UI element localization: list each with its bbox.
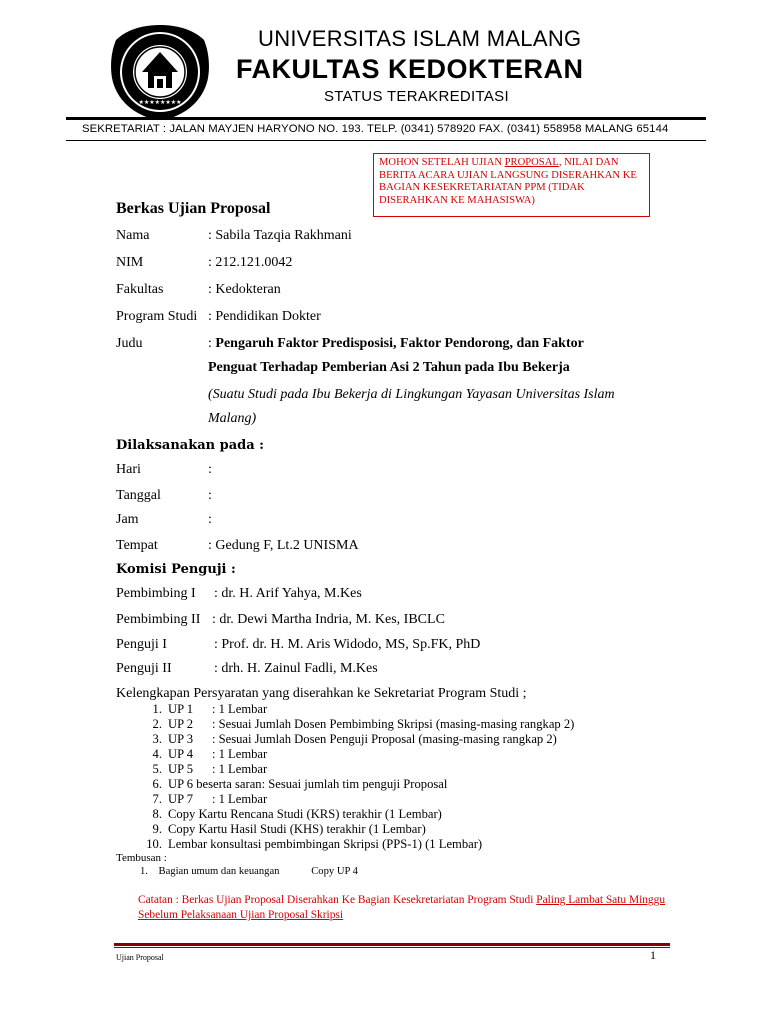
judul-label: Judu [116,336,143,351]
penguji-2-label: Penguji II [116,661,172,676]
notice-text-proposal: PROPOSAL [504,157,559,168]
tembusan-label: Tembusan : [116,852,167,864]
subtitle-line-2: Malang) [208,411,257,426]
catatan-note [138,893,678,923]
list-item: 7. UP 7 : 1 Lembar [152,792,268,806]
secretariat-address: SEKRETARIAT : JALAN MAYJEN HARYONO NO. 193. TELP. (0341) 578920 FAX. (0341) 558958 MALANG 65144 [82,123,669,135]
subtitle-line-1: (Suatu Studi pada Ibu Bekerja di Lingkungan Yayasan Universitas Islam [208,387,615,402]
notice-text-2: , NILAI DAN BERITA ACARA UJIAN LANGSUNG DISERAHKAN KE BAGIAN KESEKRETARIATAN PPM (TIDAK DISERAHKAN KE MAHASISWA) [379,157,637,206]
tanggal-value: : [208,488,212,503]
header-rule-thin [66,140,706,141]
tempat-label: Tempat [116,538,158,553]
footer-rule-thick [114,943,670,946]
list-item: 8. Copy Kartu Rencana Studi (KRS) terakhir (1 Lembar) [152,807,442,821]
notice-text-1: MOHON SETELAH UJIAN [379,157,505,168]
nim-label: NIM [116,255,144,270]
prodi-value: : Pendidikan Dokter [208,309,321,324]
list-item: 3. UP 3 : Sesuai Jumlah Dosen Penguji Proposal (masing-masing rangkap 2) [152,732,557,746]
university-name: UNIVERSITAS ISLAM MALANG [258,26,582,51]
tembusan-item: 1. Bagian umum dan keuangan Copy UP 4 [140,866,358,877]
list-item: 1. UP 1 : 1 Lembar [152,702,268,716]
faculty-name: FAKULTAS KEDOKTERAN [236,54,584,84]
page-number: 1 [650,948,656,962]
hari-label: Hari [116,462,141,477]
notice-box [373,153,650,217]
fakultas-label: Fakultas [116,282,164,297]
pembimbing-1-value: : dr. H. Arif Yahya, M.Kes [214,586,362,601]
prodi-label: Program Studi [116,309,198,324]
nama-label: Nama [116,228,150,243]
tempat-value: : Gedung F, Lt.2 UNISMA [208,538,359,553]
catatan-deadline: Paling Lambat Satu Minggu Sebelum Pelaksanaan Ujian Proposal Skripsi [138,894,666,921]
list-item: 2. UP 2 : Sesuai Jumlah Dosen Pembimbing Skripsi (masing-masing rangkap 2) [152,717,575,731]
jam-label: Jam [116,512,139,527]
header-rule-thick [66,117,706,120]
hari-value: : [208,462,212,477]
list-item: 4. UP 4 : 1 Lembar [152,747,268,761]
catatan-text: Catatan : Berkas Ujian Proposal Diserahkan Ke Bagian Kesekretariatan Program Studi [138,894,537,906]
penguji-1-label: Penguji I [116,637,167,652]
accreditation-status: STATUS TERAKREDITASI [324,88,509,105]
list-item: 6. UP 6 beserta saran: Sesuai jumlah tim penguji Proposal [152,777,448,791]
schedule-heading: Dilaksanakan pada : [116,438,264,453]
list-item: 10. Lembar konsultasi pembimbingan Skripsi (PPS-1) (1 Lembar) [146,837,483,851]
nama-value: : Sabila Tazqia Rakhmani [208,228,352,243]
committee-heading: Komisi Penguji : [116,562,236,577]
list-item: 9. Copy Kartu Hasil Studi (KHS) terakhir (1 Lembar) [152,822,426,836]
judul-text-1: Pengaruh Faktor Predisposisi, Faktor Pendorong, dan Faktor [211,336,584,351]
judul-line-2: Penguat Terhadap Pemberian Asi 2 Tahun pada Ibu Bekerja [208,360,570,375]
penguji-2-value: : drh. H. Zainul Fadli, M.Kes [214,661,378,676]
requirements-intro: Kelengkapan Persyaratan yang diserahkan ke Sekretariat Program Studi ; [116,686,527,701]
pembimbing-1-label: Pembimbing I [116,586,196,601]
footer-rule-thin [114,947,670,948]
pembimbing-2-label: Pembimbing II [116,612,201,627]
requirements-list [136,702,574,852]
university-logo [108,22,212,122]
footer-title: Ujian Proposal [116,953,164,962]
pembimbing-2-value: : dr. Dewi Martha Indria, M. Kes, IBCLC [212,612,445,627]
list-item: 5. UP 5 : 1 Lembar [152,762,268,776]
fakultas-value: : Kedokteran [208,282,281,297]
judul-line-1 [208,336,584,352]
tanggal-label: Tanggal [116,488,161,503]
document-title: Berkas Ujian Proposal [116,200,271,217]
penguji-1-value: : Prof. dr. H. M. Aris Widodo, MS, Sp.FK, PhD [214,637,481,652]
svg-text:★★★★★★★★: ★★★★★★★★ [138,99,182,106]
nim-value: : 212.121.0042 [208,255,293,270]
jam-value: : [208,512,212,527]
judul-colon: : [208,336,212,351]
